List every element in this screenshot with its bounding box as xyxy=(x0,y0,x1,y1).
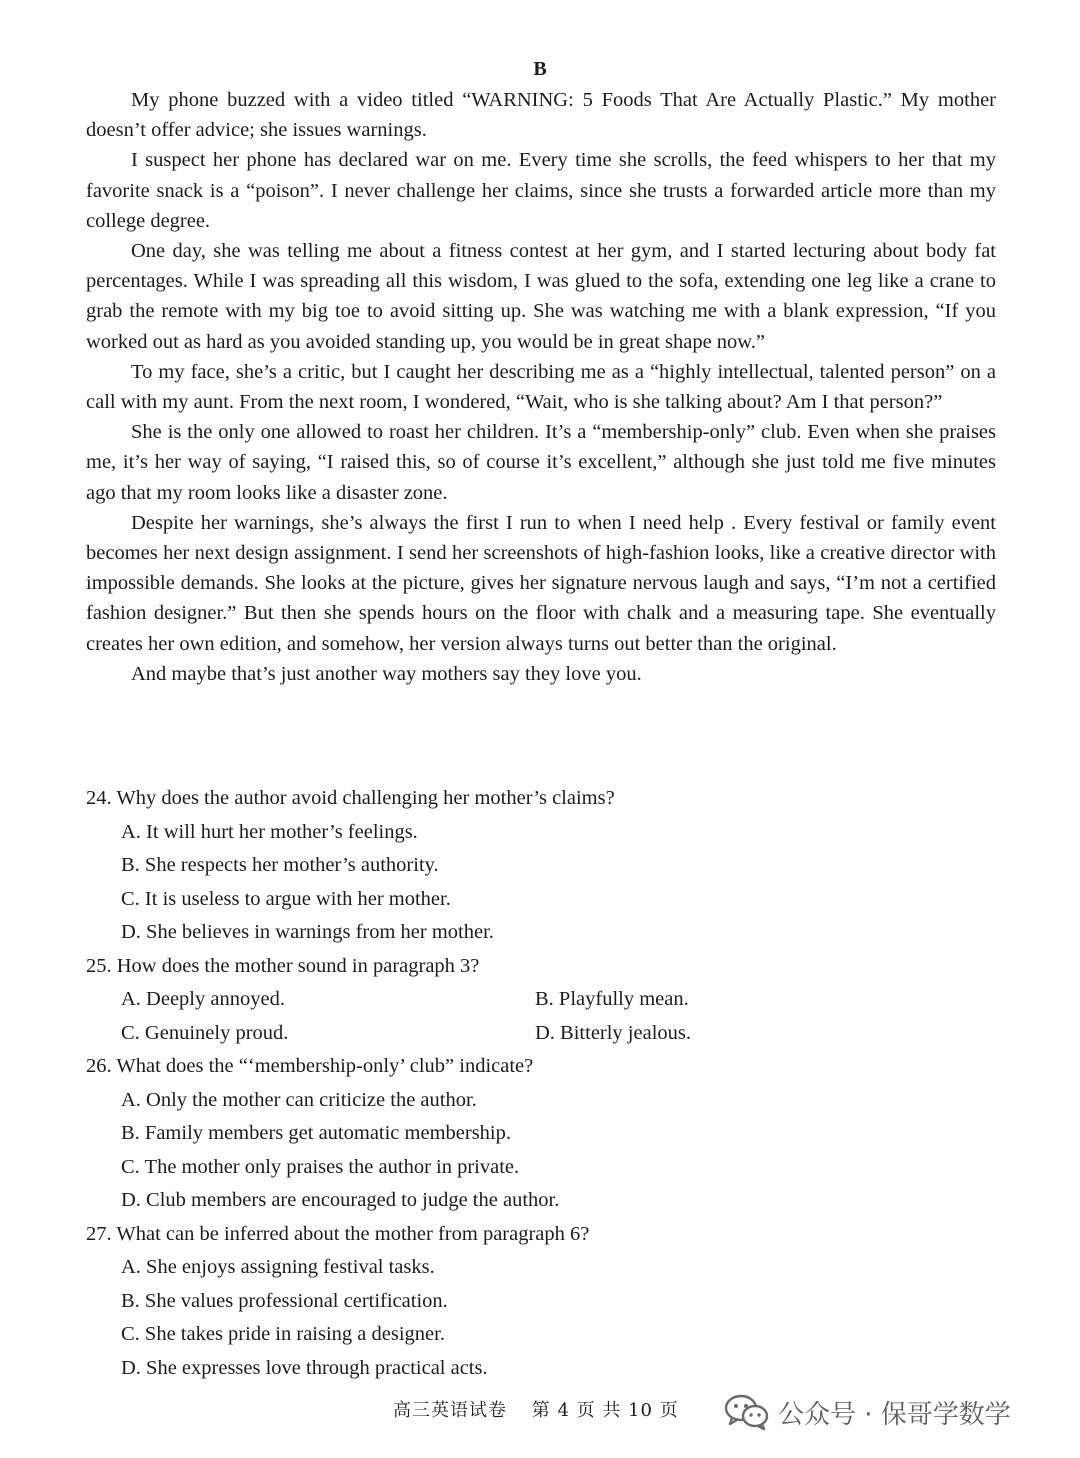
paragraph-3: One day, she was telling me about a fitness contest at her gym, and I started lecturing about body fat percentages. While I was spreading all this wisdom, I was glued to the sofa, extending one leg like a crane to grab the remote with my big toe to avoid sitting up. She was watching me with a blank expression, “If you worked out as hard as you avoided standing up, you would be in great shape now.” xyxy=(86,240,996,353)
question-24 xyxy=(86,782,996,950)
paragraph-1: My phone buzzed with a video titled “WARNING: 5 Foods That Are Actually Plastic.” My mother doesn’t offer advice; she issues warnings. xyxy=(86,89,996,142)
watermark-text: 公众号 · 保哥学数学 xyxy=(778,1399,1011,1430)
option-b: B. Playfully mean. xyxy=(535,988,689,1010)
option-a: A. She enjoys assigning festival tasks. xyxy=(121,1256,435,1278)
option-d: D. She expresses love through practical acts. xyxy=(121,1356,488,1379)
page-footer xyxy=(393,1396,697,1422)
paragraph-5: She is the only one allowed to roast her children. It’s a “membership-only” club. Even when she praises me, it’s her way of saying, “I raised this, so of course it’s excellent,” although she just told me five minutes ago that my room looks like a disaster zone. xyxy=(86,421,996,504)
question-stem: 27. What can be inferred about the mother from paragraph 6? xyxy=(86,1222,590,1245)
watermark xyxy=(724,1393,1011,1431)
question-26 xyxy=(86,1050,996,1218)
wechat-icon xyxy=(724,1393,770,1431)
option-c: C. The mother only praises the author in private. xyxy=(121,1155,520,1178)
paragraph-6: Despite her warnings, she’s always the first I run to when I need help . Every festival or family event becomes her next design assignment. I send her screenshots of high-fashion looks, like a creative director with impossible demands. She looks at the picture, gives her signature nervous laugh and says, “I’m not a certified fashion designer.” But then she spends hours on the floor with chalk and a measuring tape. She eventually creates her own edition, and somehow, her version always turns out better than the original. xyxy=(86,511,996,655)
option-row xyxy=(86,1017,996,1051)
question-stem: 25. How does the mother sound in paragraph 3? xyxy=(86,954,480,977)
option-b: B. She values professional certification. xyxy=(121,1289,448,1312)
paragraph-7: And maybe that’s just another way mothers say they love you. xyxy=(131,662,642,685)
paragraph-4: To my face, she’s a critic, but I caught her describing me as a “highly intellectual, talented person” on a call with my aunt. From the next room, I wondered, “Wait, who is she talking about? Am I that person?” xyxy=(86,360,996,414)
question-25 xyxy=(86,950,996,1051)
option-c: C. Genuinely proud. xyxy=(121,1021,289,1044)
page-number: 第 4 页 共 10 页 xyxy=(531,1400,679,1421)
paragraph-2: I suspect her phone has declared war on me. Every time she scrolls, the feed whispers to her that my favorite snack is a “poison”. I never challenge her claims, since she trusts a forwarded article more than my college degree. xyxy=(86,149,996,232)
question-27 xyxy=(86,1218,996,1386)
option-b: B. She respects her mother’s authority. xyxy=(121,854,439,876)
option-row xyxy=(86,983,996,1017)
option-c: C. It is useless to argue with her mother. xyxy=(121,887,451,910)
option-a: A. Deeply annoyed. xyxy=(121,988,285,1010)
option-d: D. Club members are encouraged to judge the author. xyxy=(121,1189,560,1211)
question-stem: 26. What does the “‘membership-only’ club” indicate? xyxy=(86,1055,534,1077)
paper-name: 高三英语试卷 xyxy=(393,1400,507,1421)
option-c: C. She takes pride in raising a designer. xyxy=(121,1323,445,1345)
option-d: D. Bitterly jealous. xyxy=(535,1021,692,1044)
question-stem: 24. Why does the author avoid challenging her mother’s claims? xyxy=(86,787,615,809)
option-b: B. Family members get automatic membership. xyxy=(121,1122,511,1144)
option-a: A. Only the mother can criticize the author. xyxy=(121,1088,477,1111)
option-a: A. It will hurt her mother’s feelings. xyxy=(121,820,418,843)
reading-passage xyxy=(86,85,996,689)
option-d: D. She believes in warnings from her mother. xyxy=(121,921,494,943)
question-list xyxy=(86,782,996,1385)
section-title: B xyxy=(533,58,547,80)
